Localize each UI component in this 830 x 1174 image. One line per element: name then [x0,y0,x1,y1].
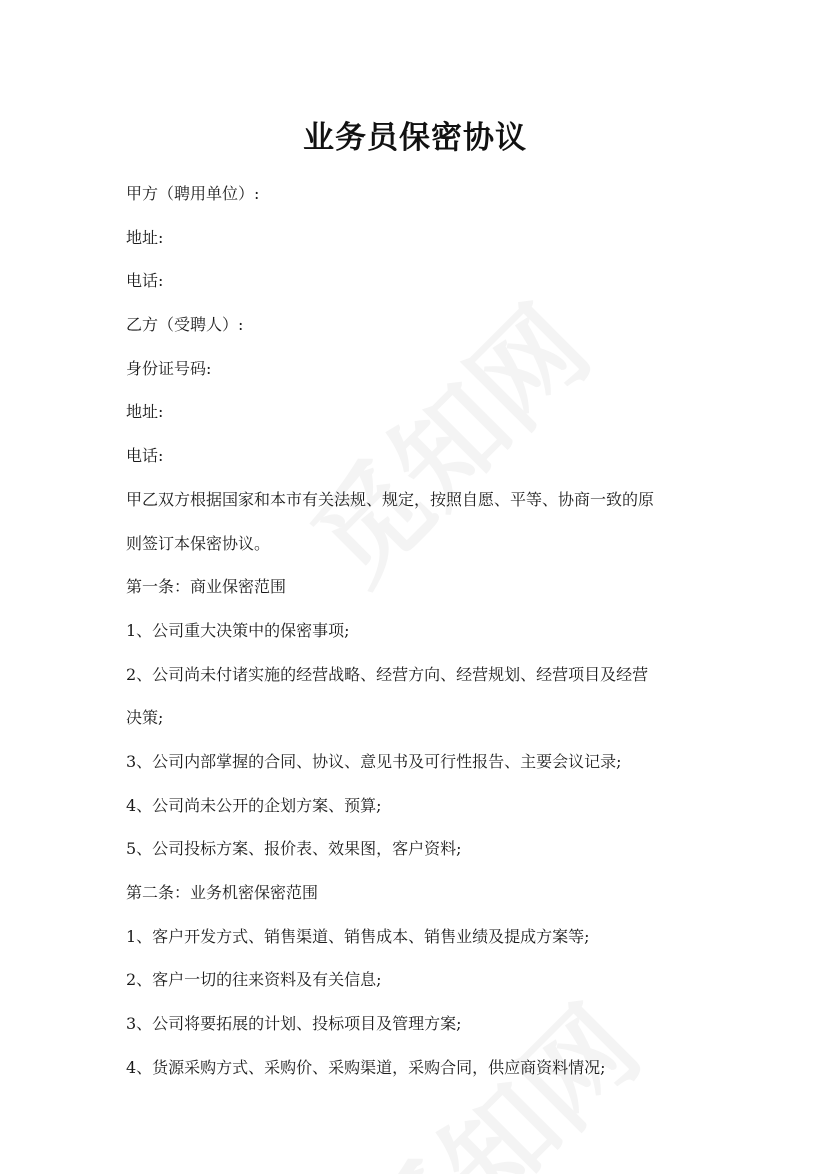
article-2-item-3: 3、公司将要拓展的计划、投标项目及管理方案; [126,1014,462,1034]
document-body [126,172,706,1089]
party-a-address-line: 地址: [126,227,164,247]
article-1-item-4: 4、公司尚未公开的企划方案、预算; [126,795,382,815]
article-2-item-1: 1、客户开发方式、销售渠道、销售成本、销售业绩及提成方案等; [126,926,590,946]
party-b-address-line: 地址: [126,402,164,422]
article-2-item-2: 2、客户一切的往来资料及有关信息; [126,970,382,990]
article-2-heading: 第二条：业务机密保密范围 [126,883,319,902]
party-b-phone-line: 电话: [126,446,164,466]
party-b-line: 乙方（受聘人）: [126,315,244,335]
party-b-id-line: 身份证号码: [126,358,212,378]
article-1-item-3: 3、公司内部掌握的合同、协议、意见书及可行性报告、主要会议记录; [126,751,622,771]
article-1-item-5: 5、公司投标方案、报价表、效果图，客户资料; [126,839,462,859]
article-2-item-4: 4、货源采购方式、采购价、采购渠道，采购合同，供应商资料情况; [126,1057,606,1077]
article-1-item-1: 1、公司重大决策中的保密事项; [126,620,350,640]
preamble-line-2: 则签订本保密协议。 [126,533,271,553]
party-a-phone-line: 电话: [126,271,164,291]
article-1-item-2-cont: 决策; [126,708,164,728]
document-title: 业务员保密协议 [303,120,527,156]
article-1-item-2: 2、公司尚未付诸实施的经营战略、经营方向、经营规划、经营项目及经营 [126,664,649,684]
preamble-line-1: 甲乙双方根据国家和本市有关法规、规定，按照自愿、平等、协商一致的原 [126,489,655,509]
party-a-line: 甲方（聘用单位）: [126,184,260,203]
article-1-heading: 第一条：商业保密范围 [126,577,287,597]
